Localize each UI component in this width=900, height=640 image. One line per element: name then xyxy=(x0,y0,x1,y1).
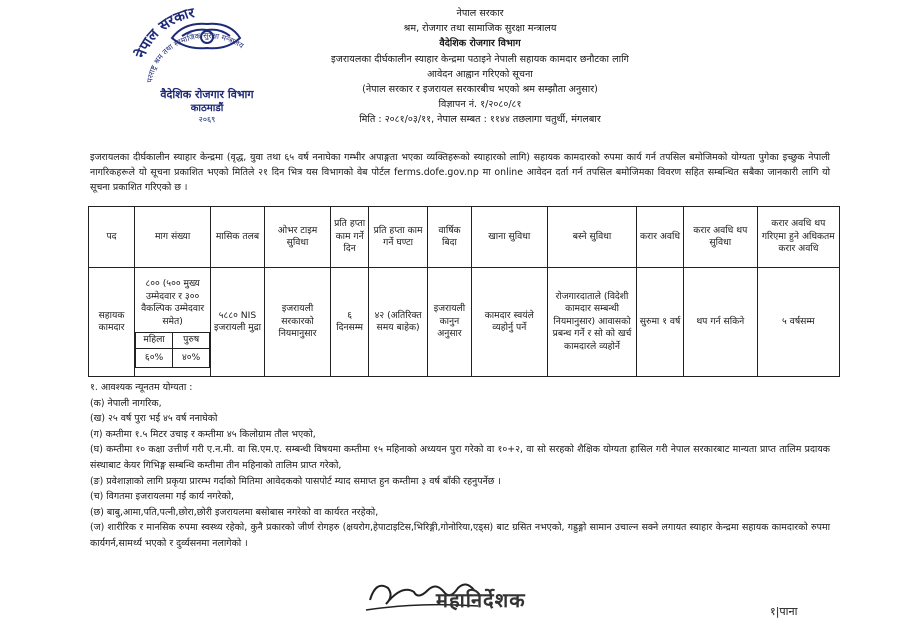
header-post: पद xyxy=(89,207,135,268)
cell-overtime: इजरायली सरकारको नियमानुसार xyxy=(264,268,330,377)
requirements-title: १. आवश्यक न्यूनतम योग्यता : xyxy=(90,382,193,393)
cell-leave: इजरायली कानुन अनुसार xyxy=(428,268,472,377)
gender-split xyxy=(135,332,210,368)
requirement-item: (ग) कम्तीमा १.५ मिटर उचाइ र कम्तीमा ४५ किलोग्राम तौल भएको, xyxy=(90,428,316,440)
department-seal xyxy=(122,4,292,124)
female-percent: ६०% xyxy=(136,348,173,367)
header-notice-title: आवेदन आह्वान गरिएको सूचना xyxy=(427,68,533,80)
header-demand: माग संख्या xyxy=(135,207,211,268)
intro-paragraph: इजरायलका दीर्घकालीन स्याहार केन्द्रमा (वृद्ध, युवा तथा ६५ वर्ष ननाघेका गम्भीर अपाङ्गता भएका व्यक्तिहरूको स्याहारको लागि) सहायक कामदारको रुपमा कार्य गर्न तपसिल बमोजिमको योग्यता पुगेका इच्छुक नेपाली नागरिकहरूले यो सूचना प्रकाशित भएको मितिले २१ दिन भित्र यस विभागको वेब पोर्टल ferms.dofe.gov.np मा online आवेदन दर्ता गर्न तपसिल बमोजिमका विवरण सहित सम्बन्धित सबैका जानकारी लागि यो सूचना प्रकाशित गरिएको छ । xyxy=(90,152,830,193)
cell-days: ६ दिनसम्म xyxy=(331,268,369,377)
requirement-item: (छ) बाबु,आमा,पति,पत्नी,छोरा,छोरी इजरायलमा बसोबास नगरेको वा कार्यरत नरहेको, xyxy=(90,506,379,518)
male-label: पुरुष xyxy=(173,333,210,349)
director-general-stamp: महानिर्देशक xyxy=(436,588,526,612)
requirement-item: (घ) कम्तीमा १० कक्षा उत्तीर्ण गरी ए.न.मी. वा सि.एम.ए. सम्बन्धी विषयमा कम्तीमा १५ महिनाको अध्ययन पुरा गरेको वा १०+२, वा सो सरहको शैक्षिक योग्यता हासिल गरी नेपाल सरकारबाट मान्यता प्राप्त तालिम प्रदायक संस्थाबाट केयर गिभिङ्ग सम्बन्धि कम्तीमा तीन महिनाको तालिम प्राप्त गरेको, xyxy=(90,444,830,471)
table-header-row xyxy=(89,207,840,268)
header-housing: बस्ने सुविधा xyxy=(547,207,636,268)
header-overtime: ओभर टाइम सुविधा xyxy=(264,207,330,268)
cell-period: सुरुमा १ वर्ष xyxy=(637,268,684,377)
header-max-period: करार अवधि थप गरिएमा हुने अधिकतम करार अवधि xyxy=(757,207,839,268)
header-department: वैदेशिक रोजगार विभाग xyxy=(439,38,521,50)
header-ad-number: विज्ञापन नं. १/२०८०/८१ xyxy=(438,99,522,111)
seal-city: काठमाडौं xyxy=(190,103,224,114)
header-period: करार अवधि xyxy=(637,207,684,268)
job-details-table xyxy=(88,206,840,377)
table-row xyxy=(89,268,840,377)
cell-housing: रोजगारदाताले (विदेशी कामदार सम्बन्धी नियमानुसार) आवासको प्रबन्ध गर्ने र सो को खर्च कामदारले व्यहोर्ने xyxy=(547,268,636,377)
seal-year: २०६९ xyxy=(198,115,216,124)
requirement-item: (ख) २५ वर्ष पुरा भई ४५ वर्ष ननाघेको xyxy=(90,413,218,425)
cell-post: सहायक कामदार xyxy=(89,268,135,377)
male-percent: ४०% xyxy=(173,348,210,367)
header-days: प्रति हप्ता काम गर्ने दिन xyxy=(331,207,369,268)
header-purpose: इजरायलका दीर्घकालीन स्याहार केन्द्रमा पठाइने नेपाली सहायक कामदार छनौटका लागि xyxy=(331,53,629,65)
page-number: १|पाना xyxy=(770,605,798,618)
header-extension: करार अवधि थप सुविधा xyxy=(683,207,757,268)
header-food: खाना सुविधा xyxy=(471,207,547,268)
cell-demand xyxy=(135,268,211,377)
requirement-item: (ङ) प्रवेशाज्ञाको लागि प्रकृया प्रारम्भ गर्दाको मितिमा आवेदकको पासपोर्ट म्याद समाप्त हुन कम्तीमा ३ वर्ष बाँकी रहनुपर्नेछ । xyxy=(90,475,501,487)
seal-arc-top: नेपाल सरकार xyxy=(132,5,196,61)
requirement-item: (ज) शारीरिक र मानसिक रुपमा स्वस्थ्य रहेको, कुनै प्रकारको जीर्ण रोगहरु (क्षयरोग,हेपाटाइटिस,भिरिङ्गी,गोनोरिया,एड्स) बाट ग्रसित नभएको, गह्रुङ्गो सामान उचाल्न सक्ने लगायत स्याहार केन्द्रमा सहायक कामदारको रुपमा कार्यगर्न,सामर्थ्य भएको र दुर्व्यसनमा नलागेको । xyxy=(90,522,830,549)
header-agreement: (नेपाल सरकार र इजरायल सरकारबीच भएको श्रम सम्झौता अनुसार) xyxy=(362,84,598,96)
female-label: महिला xyxy=(136,333,173,349)
cell-hours: ४२ (अतिरिक्त समय बाहेक) xyxy=(369,268,428,377)
cell-food: कामदार स्वयंले व्यहोर्नु पर्ने xyxy=(471,268,547,377)
notice-header xyxy=(280,6,680,128)
header-date: मिति : २०८१/०३/११, नेपाल सम्बत : ११४४ तछलागा चतुर्थी, मंगलबार xyxy=(359,114,601,126)
requirement-item: (क) नेपाली नागरिक, xyxy=(90,397,162,409)
header-salary: मासिक तलब xyxy=(211,207,265,268)
header-ministry: श्रम, रोजगार तथा सामाजिक सुरक्षा मन्त्रालय xyxy=(403,23,557,35)
header-hours: प्रति हप्ता काम गर्ने घण्टा xyxy=(369,207,428,268)
cell-salary: ५८८० NIS इजरायली मुद्रा xyxy=(211,268,265,377)
requirement-item: (च) विगतमा इजरायलमा गई कार्य नगरेको, xyxy=(90,491,234,503)
header-leave: वार्षिक बिदा xyxy=(428,207,472,268)
seal-arc-mid: परराष्ट्र श्रम तथा सामाजिक सुरक्षा मन्त्रालय xyxy=(145,30,246,84)
cell-extension: थप गर्न सकिने xyxy=(683,268,757,377)
header-government: नेपाल सरकार xyxy=(456,8,504,19)
demand-text: ८०० (५०० मुख्य उम्मेदवार र ३०० वैकल्पिक उम्मेदवार समेत) xyxy=(141,278,205,327)
seal-department: वैदेशिक रोजगार विभाग xyxy=(160,88,254,101)
cell-max-period: ५ वर्षसम्म xyxy=(757,268,839,377)
requirements-section xyxy=(90,380,830,552)
